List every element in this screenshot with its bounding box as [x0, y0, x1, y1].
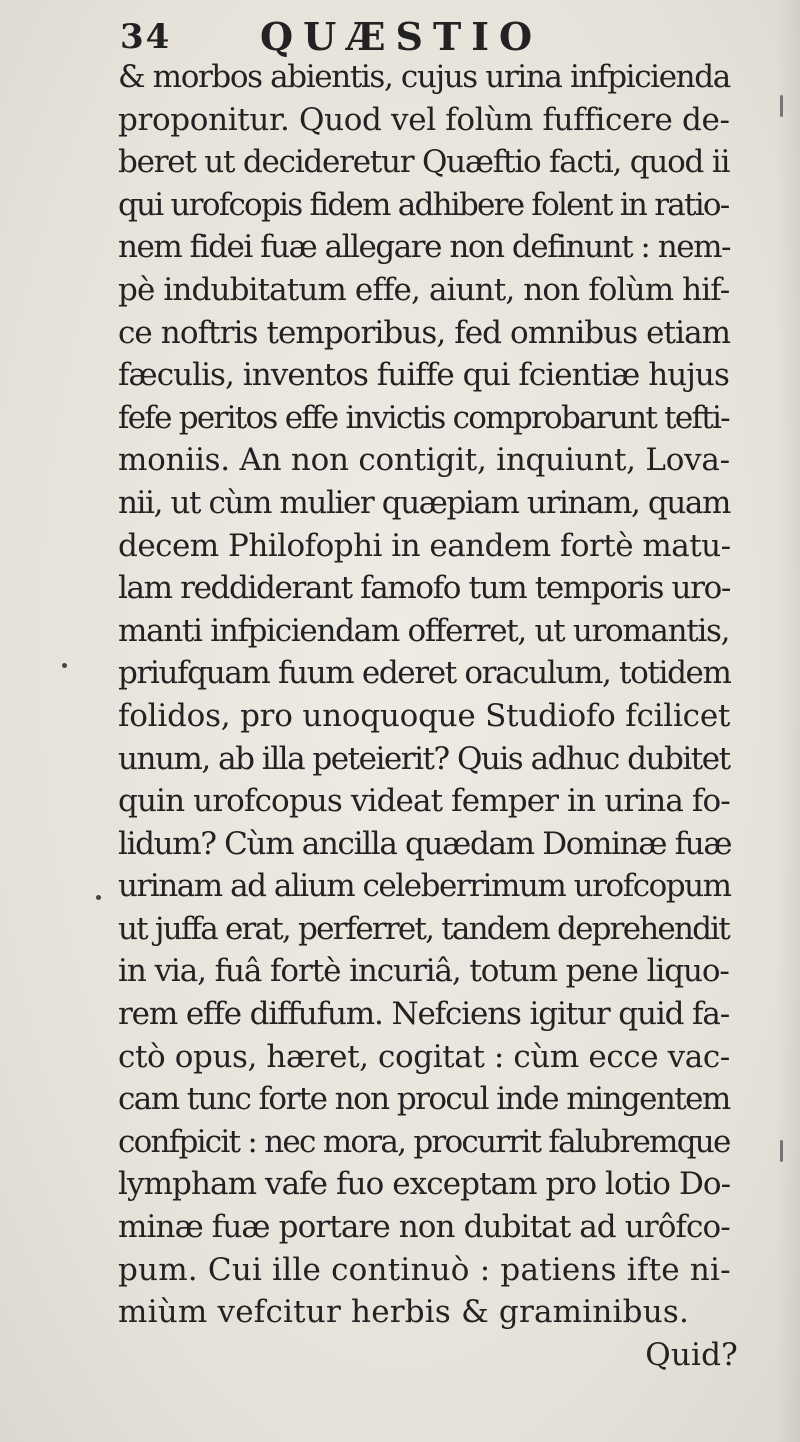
text-line: nem fidei fuæ allegare non definunt : nem-	[118, 229, 731, 266]
margin-speck	[96, 895, 101, 900]
text-line: priufquam fuum ederet oraculum, totidem	[118, 655, 731, 692]
text-line: cam tunc forte non procul inde mingentem	[118, 1081, 730, 1118]
body-text	[118, 56, 738, 1376]
margin-speck	[62, 663, 67, 668]
text-line: & morbos abientis, cujus urina infpicienda	[118, 59, 730, 95]
running-head	[120, 12, 700, 62]
text-line: miùm vefcitur herbis & graminibus.	[118, 1294, 690, 1331]
text-line: lam reddiderant famofo tum temporis uro-	[118, 570, 730, 607]
text-line: pè indubitatum effe, aiunt, non folùm hif-	[118, 271, 730, 308]
text-line: ce noftris temporibus, fed omnibus etiam	[118, 314, 731, 351]
page-edge-shadow	[776, 0, 800, 1442]
text-line: lidum? Cùm ancilla quædam Dominæ fuæ	[118, 825, 732, 862]
text-line: minæ fuæ portare non dubitat ad urôfco-	[118, 1209, 730, 1246]
text-line: urinam ad alium celeberrimum urofcopum	[118, 868, 731, 905]
text-line: in via, fuâ fortè incuriâ, totum pene liquo-	[118, 953, 729, 990]
text-line: ut juffa erat, perferret, tandem deprehendit	[118, 910, 729, 947]
text-line: unum, ab illa peteierit? Quis adhuc dubitet	[118, 740, 730, 777]
text-line: nii, ut cùm mulier quæpiam urinam, quam	[118, 484, 730, 521]
text-line: ctò opus, hæret, cogitat : cùm ecce vac-	[118, 1038, 730, 1075]
text-line: lympham vafe fuo exceptam pro lotio Do-	[118, 1166, 731, 1203]
text-line: proponitur. Quod vel folùm fufficere de-	[118, 101, 730, 138]
text-line: folidos, pro unoquoque Studiofo fcilicet	[118, 697, 731, 734]
text-line: manti infpiciendam offerret, ut uromantis,	[118, 612, 730, 649]
text-line: pum. Cui ille continuò : patiens ifte ni-	[118, 1251, 731, 1288]
text-line: decem Philofophi in eandem fortè matu-	[118, 527, 731, 564]
text-line: rem effe diffufum. Nefciens igitur quid fa-	[118, 996, 730, 1033]
text-line: confpicit : nec mora, procurrit falubremque	[118, 1123, 730, 1160]
text-line: quin urofcopus videat femper in urina fo-	[118, 783, 730, 820]
catchword: Quid?	[645, 1336, 738, 1373]
text-line: beret ut decideretur Quæftio facti, quod ii	[118, 144, 730, 181]
text-line: fefe peritos effe invictis comprobarunt tefti-	[118, 399, 729, 436]
text-line: fæculis, inventos fuiffe qui fcientiæ hujus	[118, 357, 729, 394]
text-line: moniis. An non contigit, inquiunt, Lova-	[118, 442, 730, 479]
text-line: qui urofcopis fidem adhibere folent in ratio-	[118, 186, 729, 223]
section-title: QUÆSTIO	[260, 14, 543, 59]
page-number: 34	[120, 17, 172, 57]
